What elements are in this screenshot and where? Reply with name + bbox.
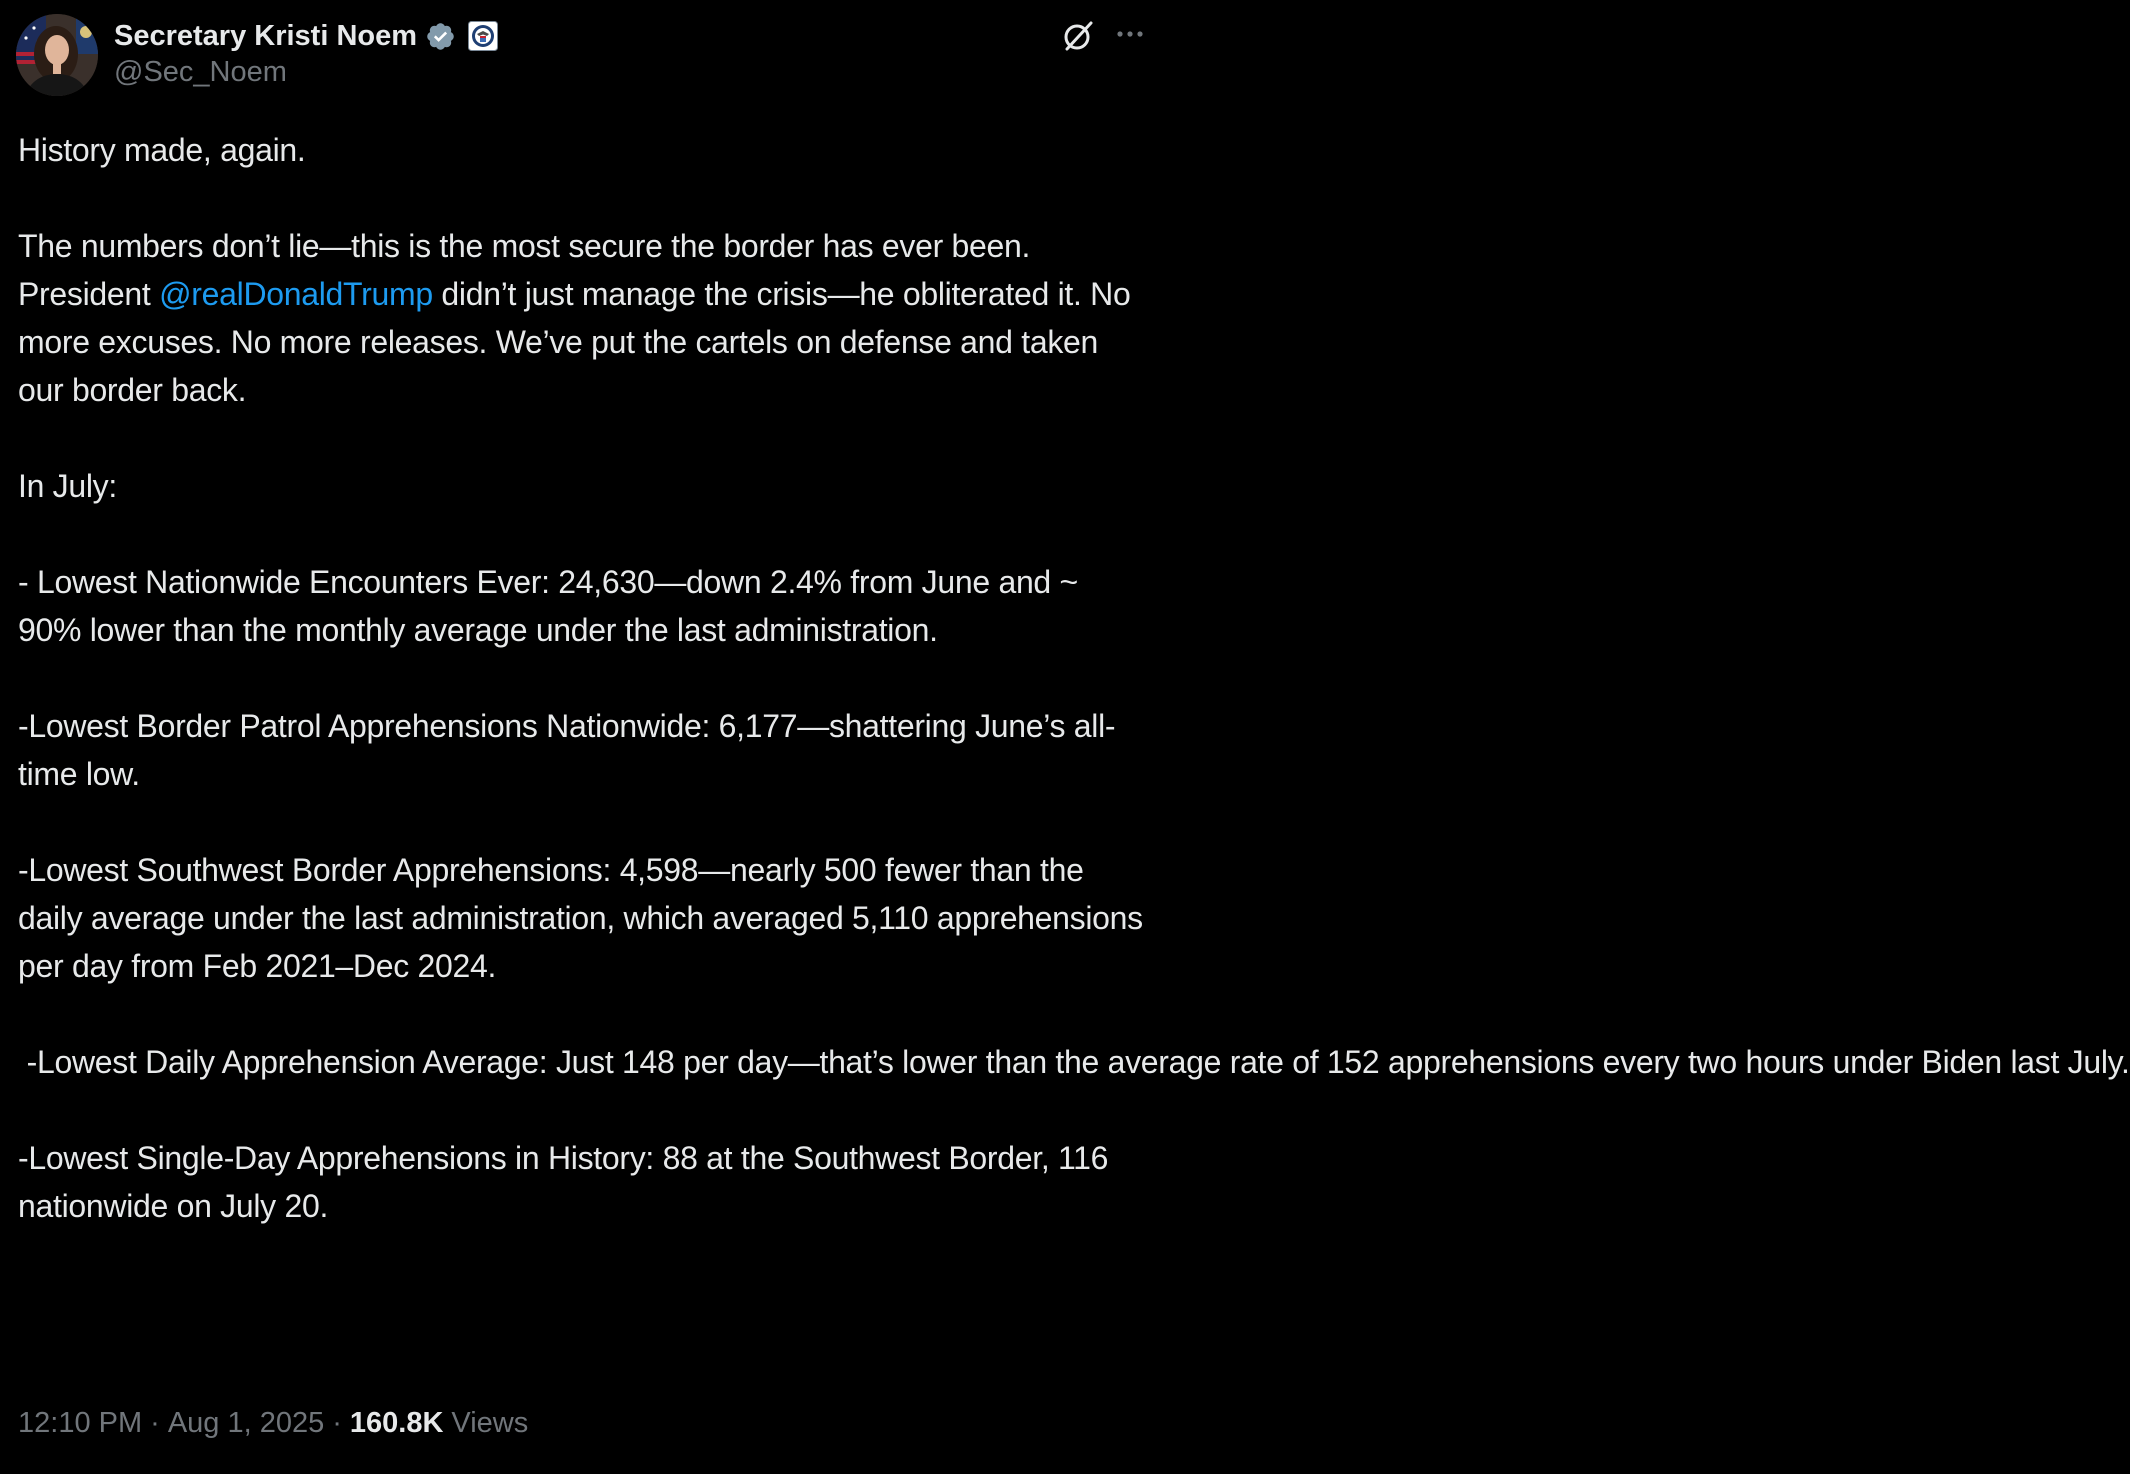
views-count[interactable]: 160.8K <box>349 1407 444 1439</box>
tweet-paragraph-southwest: -Lowest Southwest Border Apprehensions: 4,598—nearly 500 fewer than the daily average under the last administration, which averaged 5,110 apprehensions per day from Feb 2021–Dec 2024. <box>18 852 1143 984</box>
author-handle[interactable]: @Sec_Noem <box>114 56 287 88</box>
tweet-date[interactable]: Aug 1, 2025 <box>167 1407 325 1439</box>
views-label[interactable]: Views <box>451 1407 529 1439</box>
tweet-paragraph-claim <box>18 222 1148 414</box>
mention-link[interactable]: @realDonaldTrump <box>159 276 433 312</box>
tweet-text-before-mention: The numbers don’t lie—this is the most secure the border has ever been. President <box>18 228 1031 312</box>
verified-badge-icon[interactable] <box>425 21 456 52</box>
avatar[interactable] <box>16 14 98 96</box>
tweet-paragraph-in-july: In July: <box>18 468 117 504</box>
dhs-seal-icon[interactable] <box>468 21 498 51</box>
tweet-meta <box>18 1407 528 1440</box>
grok-slash-circle-icon[interactable] <box>1060 18 1096 54</box>
tweet-paragraph-border-patrol: -Lowest Border Patrol Apprehensions Nationwide: 6,177—shattering June’s all-time low. <box>18 708 1116 792</box>
meta-separator: · <box>332 1407 342 1439</box>
tweet-header <box>0 0 1158 110</box>
tweet-paragraph-single-day: -Lowest Single-Day Apprehensions in History: 88 at the Southwest Border, 116 nationwide on July 20. <box>18 1140 1109 1224</box>
tweet-paragraph-encounters: - Lowest Nationwide Encounters Ever: 24,630—down 2.4% from June and ~ 90% lower than the monthly average under the last administration. <box>18 564 1078 648</box>
meta-separator: · <box>150 1407 160 1439</box>
more-dots-icon[interactable] <box>1112 22 1148 46</box>
author-name[interactable]: Secretary Kristi Noem <box>114 19 418 52</box>
tweet-time[interactable]: 12:10 PM <box>18 1407 143 1439</box>
tweet-paragraph-daily-average: -Lowest Daily Apprehension Average: Just 148 per day—that’s lower than the average rate of 152 apprehensions every two hours under Biden last July. <box>18 1044 2130 1080</box>
tweet-paragraph-intro: History made, again. <box>18 132 306 168</box>
tweet-text <box>18 126 2130 1230</box>
author-name-row <box>114 16 498 56</box>
tweet-text-after-mention: didn’t just manage the crisis—he obliterated it. No more excuses. No more releases. We’ve put the cartels on defense and taken our border back. <box>18 276 1131 408</box>
